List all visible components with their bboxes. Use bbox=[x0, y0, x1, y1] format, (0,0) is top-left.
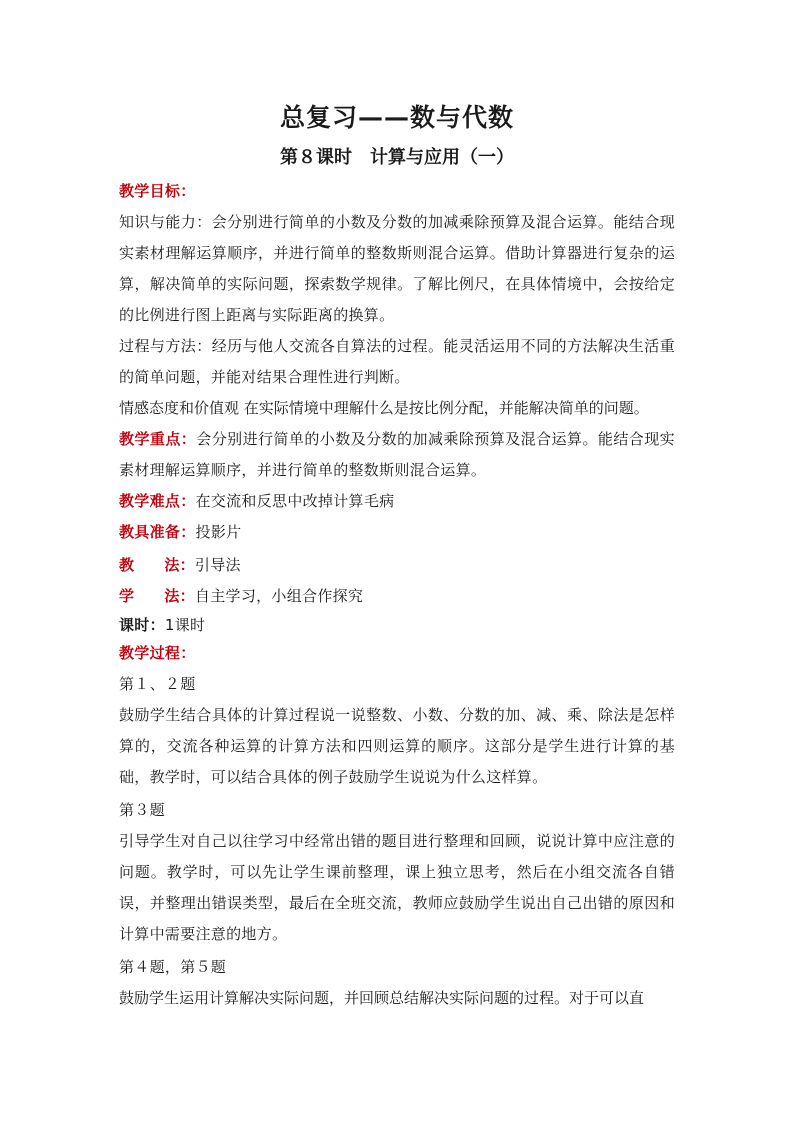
class-hours-text: 1课时 bbox=[164, 616, 206, 634]
learning-method-text: 自主学习，小组合作探究 bbox=[194, 587, 364, 605]
teaching-method bbox=[119, 550, 675, 581]
teaching-method-label-1: 教 bbox=[119, 556, 135, 574]
q45-text: 鼓励学生运用计算解决实际问题，并回顾总结解决实际问题的过程。对于可以直 bbox=[119, 989, 645, 1007]
class-hours bbox=[119, 612, 675, 638]
difficulty bbox=[119, 486, 675, 517]
tools-text: 投影片 bbox=[195, 523, 242, 541]
tools bbox=[119, 517, 675, 548]
key-points-label: 教学重点： bbox=[119, 430, 197, 448]
learning-method bbox=[119, 581, 675, 612]
process-label: 教学过程： bbox=[119, 644, 196, 662]
objective-knowledge: 知识与能力：会分别进行简单的小数及分数的加减乘除预算及混合运算。能结合现实素材理解运算顺序，并进行简单的整数斯则混合运算。借助计算器进行复杂的运算，解决简单的实际问题，探索数学规律。了解比例尺，在具体情境中，会按给定的比例进行图上距离与实际距离的换算。 bbox=[119, 213, 675, 324]
learning-method-label-1: 学 bbox=[119, 587, 135, 605]
objectives-heading bbox=[119, 176, 675, 207]
key-points-text: 会分别进行简单的小数及分数的加减乘除预算及混合运算。能结合现实素材理解运算顺序，并进行简单的整数斯则混合运算。 bbox=[119, 430, 675, 479]
tools-label: 教具准备： bbox=[119, 523, 196, 541]
objectives-label: 教学目标： bbox=[119, 182, 196, 200]
q12-heading: 第１、２题 bbox=[119, 675, 196, 693]
q45-heading: 第４题，第５题 bbox=[119, 958, 227, 976]
document-page bbox=[119, 98, 675, 1014]
page-title: 总复习——数与代数 bbox=[279, 103, 514, 132]
key-points bbox=[119, 424, 675, 486]
difficulty-text: 在交流和反思中改掉计算毛病 bbox=[195, 492, 395, 510]
process-heading bbox=[119, 638, 675, 669]
class-hours-label: 课时： bbox=[119, 616, 165, 634]
objective-process: 过程与方法：经历与他人交流各自算法的过程。能灵活运用不同的方法解决生活重的简单问题，并能对结果合理性进行判断。 bbox=[119, 337, 675, 386]
objective-attitude: 情感态度和价值观 在实际情境中理解什么是按比例分配，并能解决简单的问题。 bbox=[119, 399, 649, 417]
teaching-method-label-2: 法： bbox=[164, 556, 195, 574]
difficulty-label: 教学难点： bbox=[119, 492, 196, 510]
lesson-subtitle: 第８课时 计算与应用（一） bbox=[280, 147, 514, 168]
q3-text: 引导学生对自己以往学习中经常出错的题目进行整理和回顾，说说计算中应注意的问题。教学时，可以先让学生课前整理，课上独立思考，然后在小组交流各自错误，并整理出错误类型，最后在全班交流，教师应鼓励学生说出自己出错的原因和计算中需要注意的地方。 bbox=[119, 832, 675, 943]
teaching-method-text: 引导法 bbox=[194, 556, 241, 574]
learning-method-label-2: 法： bbox=[164, 587, 195, 605]
q12-text: 鼓励学生结合具体的计算过程说一说整数、小数、分数的加、减、乘、除法是怎样算的，交流各种运算的计算方法和四则运算的顺序。这部分是学生进行计算的基础，教学时，可以结合具体的例子鼓励学生说说为什么这样算。 bbox=[119, 706, 675, 786]
q3-heading: 第３题 bbox=[119, 801, 165, 819]
